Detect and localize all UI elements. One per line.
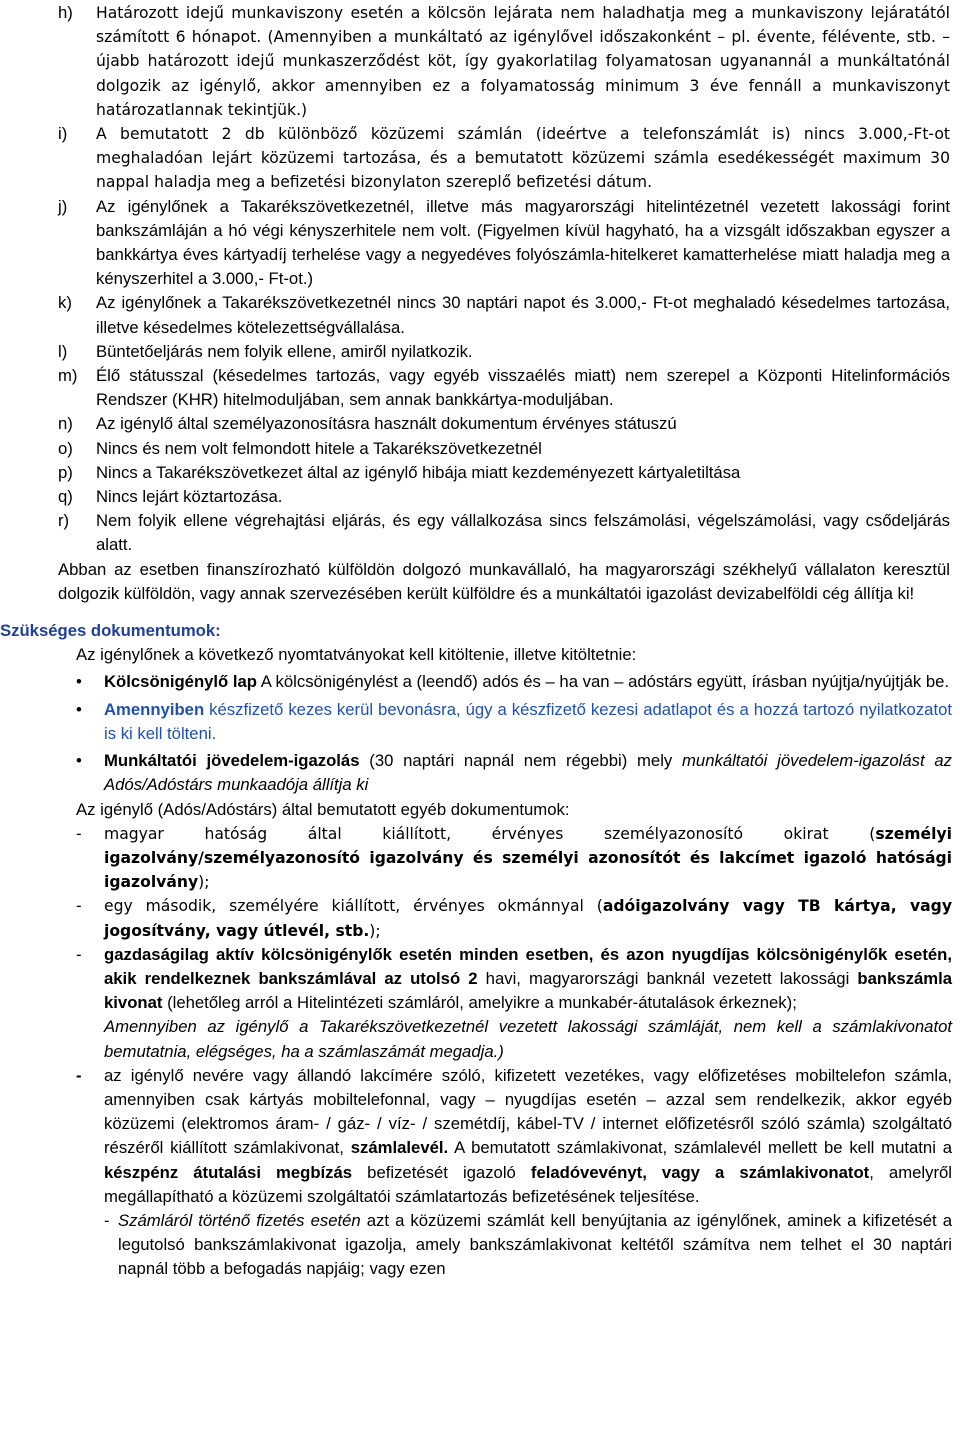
income-cert-title: Munkáltatói jövedelem-igazolás [104, 751, 360, 771]
dash-text: ); [198, 873, 210, 892]
list-item-h [58, 1, 950, 122]
forms-intro: Az igénylőnek a következő nyomtatványokat kell kitöltenie, illetve kitöltetnie: [76, 645, 637, 665]
bullet-item-income-certificate [76, 749, 952, 797]
item-text: Nincs és nem volt felmondott hitele a Takarékszövetkezetnél [96, 438, 542, 458]
dash-text: ); [369, 921, 381, 940]
item-label: l) [58, 341, 68, 361]
item-label: i) [58, 124, 68, 144]
item-text: Határozott idejű munkaviszony esetén a kölcsön lejárata nem haladhatja meg a munkaviszony lejáratától számított 6 hónapot. (Amennyiben a munkáltató az igénylővel időszakonként – pl. évente, félévente, stb. – újabb határozott idejű munkaszerződést köt, így gyakorlatilag folyamatosan ugyanannál a munkáltatónál dolgozik az igénylő, akkor amennyiben ez a folyamatosság minimum 3 éve fennáll a munkaviszonyt határozatlannak tekintjük.) [96, 4, 950, 119]
dash-icon: - [76, 824, 82, 843]
list-item-q [58, 485, 950, 509]
dash-bold-text: bankszámla kivonat [104, 968, 953, 1013]
dash-item-utility-bill [76, 1064, 952, 1209]
dash-text: , amelyről megállapítható a közüzemi szolgáltatói számlatartozás befizetésének teljesítése. [104, 1162, 952, 1206]
bullet-icon: • [76, 699, 82, 719]
dash-text: az igénylő nevére vagy állandó lakcímére szóló, kifizetett vezetékes, vagy előfizetéses mobiltelefon számla, amennyiben csak kártyás mobiltelefonnal, vagy – nyugdíjas esetén – azzal sem rendelkezik, akkor egyéb közüzemi (elektromos áram- / gáz- / víz- / szemétdíj, kábel-TV / internet előfizetésről szóló számla) szolgáltató részéről kiállított számlakivonat, [104, 1065, 952, 1158]
list-item-r [58, 509, 950, 557]
dash-icon: - [76, 897, 82, 916]
item-text: Az igénylőnek a Takarékszövetkezetnél, illetve más magyarországi hitelintézetnél vezetett lakossági forint bankszámláján a hó végi kényszerhitele nem volt. (Figyelmen kívül hagyható, ha a vizsgált időszakban egyszer a bankkártya éves kártyadíj terhelése vagy a negyedéves folyószámla-hitelkeret kamatterhelése miatt haladja meg a kényszerhitel a 3.000,- Ft-ot.) [96, 196, 950, 289]
dash-bold-text: személyi igazolvány/személyazonosító igazolvány és személyi azonosítót és lakcímet igazoló hatósági igazolvány [104, 824, 952, 892]
list-item-j [58, 195, 950, 292]
item-label: k) [58, 293, 72, 313]
closing-paragraph: Abban az esetben finanszírozható külföldön dolgozó munkavállaló, ha magyarországi székhelyű vállalaton keresztül dolgozik külföldön, vagy annak szervezésében került külföldre és a munkáltatói igazolást devizabelföldi cég állítja ki! [58, 559, 950, 603]
docs-intro: Az igénylő (Adós/Adóstárs) által bemutatott egyéb dokumentumok: [76, 799, 570, 819]
income-cert-desc: (30 naptári napnál nem régebbi) mely [359, 751, 683, 771]
dash-text: magyar hatóság által kiállított, érvényes személyazonosító okirat ( [104, 824, 876, 843]
dash-text: A bemutatott számlakivonat, számlalevél mellett be kell mutatni a [448, 1138, 953, 1158]
item-text: Az igénylőnek a Takarékszövetkezetnél nincs 30 naptári napot és 3.000,- Ft-ot meghaladó késedelmes tartozása, illetve késedelmes kötelezettségvállalása. [96, 293, 950, 337]
item-text: Nincs a Takarékszövetkezet által az igénylő hibája miatt kezdeményezett kártyaletiltása [96, 462, 741, 482]
bullet-icon: • [76, 751, 82, 771]
sub-italic-text: Számláról történő fizetés esetén [118, 1210, 361, 1230]
item-label: o) [58, 438, 73, 458]
bullet-item-loan-form [76, 670, 952, 694]
item-text: Az igénylő által személyazonosításra használt dokumentum érvényes státuszú [96, 414, 677, 434]
item-text: Büntetőeljárás nem folyik ellene, amiről nyilatkozik. [96, 341, 473, 361]
dash-icon: - [104, 1210, 110, 1230]
guarantor-desc: készfizető kezes kerül bevonásra, úgy a készfizető kezesi adatlapot és a hozzá tartozó nyilatkozatot is ki kell tölteni. [104, 699, 952, 743]
item-label: q) [58, 487, 73, 507]
item-label: m) [58, 366, 78, 386]
dash-bold-text: adóigazolvány vagy TB kártya, vagy jogosítvány, vagy útlevél, stb. [104, 897, 952, 940]
list-item-m [58, 364, 950, 412]
income-cert-note: munkáltatói jövedelem-igazolást az Adós/Adóstárs munkaadója állítja ki [104, 751, 952, 795]
loan-form-title: Kölcsönigénylő lap [104, 672, 257, 692]
item-label: n) [58, 414, 73, 434]
list-item-o [58, 437, 950, 461]
item-label: r) [58, 511, 70, 531]
dash-item-second-document [76, 894, 952, 942]
bank-statement-note: Amennyiben az igénylő a Takarékszövetkezetnél vezetett lakossági számláját, nem kell a számlakivonatot bemutatnia, elégséges, ha a számlaszámát megadja.) [104, 1017, 952, 1061]
list-item-i [58, 122, 950, 195]
list-item-n [58, 412, 950, 436]
loan-form-desc: A kölcsönigénylést a (leendő) adós és – ha van – adóstárs együtt, írásban nyújtja/nyújtják be. [257, 672, 950, 692]
dash-text: havi, magyarországi banknál vezetett lakossági [477, 968, 858, 988]
bullet-icon: • [76, 672, 82, 692]
list-item-k [58, 291, 950, 339]
item-text: Nincs lejárt köztartozása. [96, 487, 283, 507]
sub-item-account-payment [104, 1209, 952, 1282]
section-heading: Szükséges dokumentumok: [0, 621, 221, 641]
dash-item-bank-statement [76, 943, 952, 1016]
dash-bold-text: gazdaságilag aktív kölcsönigénylők esetén minden esetben, és azon nyugdíjas kölcsönigénylők esetén, akik rendelkeznek bankszámlával az utolsó 2 [104, 944, 952, 988]
dash-text: egy második, személyére kiállított, érvényes okmánnyal ( [104, 897, 603, 916]
item-label: p) [58, 462, 73, 482]
item-text: A bemutatott 2 db különböző közüzemi számlán (ideértve a telefonszámlát is) nincs 3.000,-Ft-ot meghaladóan lejárt közüzemi tartozása, és a bemutatott közüzemi számla esedékességét maximum 30 nappal haladja meg a befizetési bizonylaton szereplő befizetési dátum. [96, 125, 950, 192]
dash-bold-text: feladóvevényt, vagy a számlakivonatot [530, 1162, 870, 1182]
dash-bold-text: számlalevél. [350, 1138, 449, 1158]
sub-text: azt a közüzemi számlát kell benyújtania az igénylőnek, aminek a kifizetését a legutolsó bankszámlakivonat igazolja, amely bankszámlakivonat keltétől számítva nem telhet el 30 naptári napnál több a befogadás napjáig; vagy ezen [118, 1210, 953, 1279]
guarantor-title: Amennyiben [104, 699, 205, 719]
item-text: Élő státusszal (késedelmes tartozás, vagy egyéb visszaélés miatt) nem szerepel a Központi Hitelinformációs Rendszer (KHR) hitelmoduljában, sem annak bankkártya-moduljában. [96, 366, 950, 410]
bullet-item-guarantor [76, 698, 952, 746]
dash-icon: - [76, 1065, 82, 1085]
list-item-l [58, 340, 950, 364]
list-item-p [58, 461, 950, 485]
item-label: h) [58, 3, 73, 22]
dash-bold-text: készpénz átutalási megbízás [104, 1162, 353, 1182]
item-text: Nem folyik ellene végrehajtási eljárás, és egy vállalkozása sincs felszámolási, végelszámolási, vagy csődeljárás alatt. [96, 511, 950, 555]
dash-item-id-document [76, 822, 952, 895]
dash-text: befizetését igazoló [352, 1162, 531, 1182]
item-label: j) [58, 196, 68, 216]
dash-text: (lehetőleg arról a Hitelintézeti számláról, amelyikre a munkabér-átutalások érkeznek); [162, 993, 797, 1013]
dash-icon: - [76, 944, 82, 964]
